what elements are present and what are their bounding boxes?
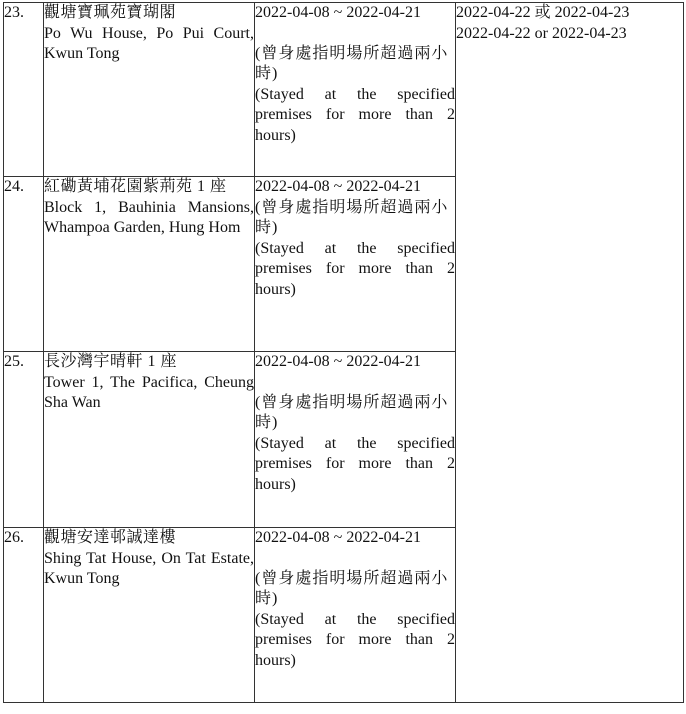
row-number: 25. (4, 352, 44, 528)
date-cell (255, 177, 456, 352)
test-date-cell (456, 3, 684, 703)
stay-note-zh: (曾身處指明場所超過兩小時) (255, 393, 449, 431)
stay-note-en: (Stayed at the specified premises for more than 2 hours) (255, 85, 455, 144)
date-cell (255, 352, 456, 528)
premises-cell (44, 3, 255, 177)
premises-cell (44, 177, 255, 352)
date-range: 2022-04-08 ~ 2022-04-21 (255, 178, 421, 195)
stay-note-zh: (曾身處指明場所超過兩小時) (255, 198, 449, 236)
stay-note-zh: (曾身處指明場所超過兩小時) (255, 44, 449, 82)
stay-note-en: (Stayed at the specified premises for more than 2 hours) (255, 434, 455, 493)
test-dates-en: 2022-04-22 or 2022-04-23 (456, 24, 627, 42)
specified-premises-table (3, 2, 684, 703)
table-row (4, 3, 684, 177)
premises-name-zh: 觀塘安達邨誠達樓 (44, 529, 177, 546)
row-number: 23. (4, 3, 44, 177)
stay-note-en: (Stayed at the specified premises for more than 2 hours) (255, 239, 455, 298)
stay-note-zh: (曾身處指明場所超過兩小時) (255, 569, 449, 607)
premises-name-zh: 紅磡黃埔花園紫荊苑 1 座 (44, 178, 227, 195)
premises-name-zh: 長沙灣宇晴軒 1 座 (44, 353, 178, 370)
premises-name-zh: 觀塘寶珮苑寶瑚閣 (44, 4, 177, 21)
test-dates-zh: 2022-04-22 或 2022-04-23 (456, 4, 630, 21)
premises-name-en: Po Wu House, Po Pui Court, Kwun Tong (44, 24, 254, 62)
date-range: 2022-04-08 ~ 2022-04-21 (255, 353, 421, 370)
premises-name-en: Shing Tat House, On Tat Estate, Kwun Tong (44, 549, 254, 587)
premises-cell (44, 528, 255, 703)
date-cell (255, 528, 456, 703)
date-range: 2022-04-08 ~ 2022-04-21 (255, 529, 421, 546)
row-number: 26. (4, 528, 44, 703)
premises-name-en: Block 1, Bauhinia Mansions, Whampoa Garden, Hung Hom (44, 198, 254, 236)
premises-name-en: Tower 1, The Pacifica, Cheung Sha Wan (44, 373, 254, 411)
stay-note-en: (Stayed at the specified premises for more than 2 hours) (255, 610, 455, 669)
premises-cell (44, 352, 255, 528)
date-range: 2022-04-08 ~ 2022-04-21 (255, 4, 421, 21)
date-cell (255, 3, 456, 177)
row-number: 24. (4, 177, 44, 352)
